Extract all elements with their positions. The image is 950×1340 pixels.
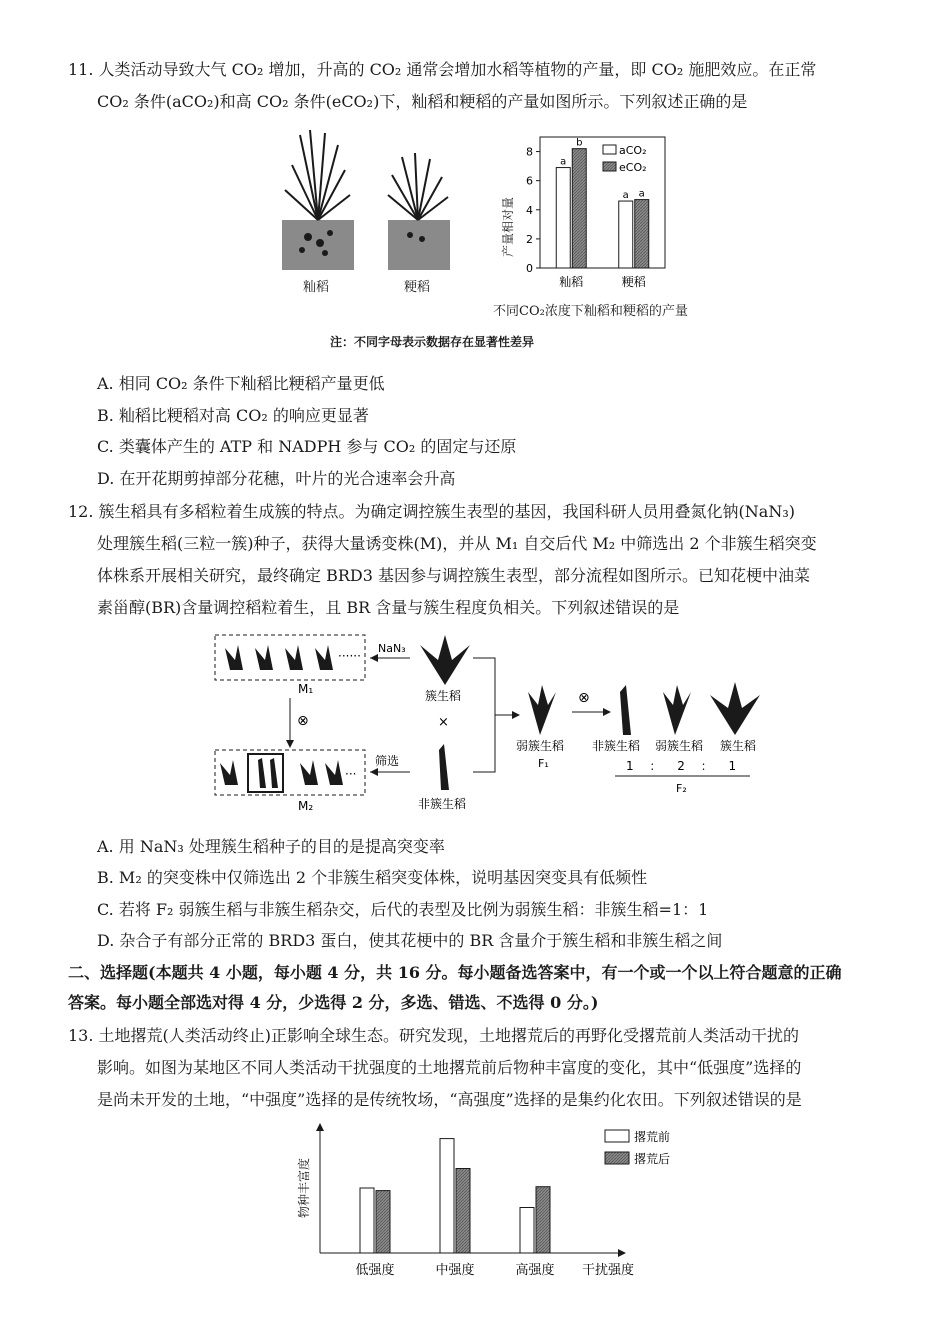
chart2-legend-swatch [605, 1152, 629, 1164]
q12-option-a: A. 用 NaN₃ 处理簇生稻种子的目的是提高突变率 [97, 837, 445, 856]
chart1-ytick-label: 6 [526, 174, 533, 188]
cross-symbol: × [438, 715, 449, 730]
chart1-bar [635, 200, 649, 268]
noncluster-rice-image [439, 744, 449, 790]
japonica-rice-plant-image [388, 153, 450, 270]
f2-label-weak: 弱簇生稻 [655, 739, 704, 753]
q12-stem-line3: 体株系开展相关研究，最终确定 BRD3 基因参与调控簇生表型，部分流程如图所示。已知花梗中油菜 [97, 566, 810, 585]
svg-text:···: ··· [345, 767, 357, 781]
q11-option-d: D. 在开花期剪掉部分花穗，叶片的光合速率会升高 [97, 469, 456, 488]
f1-rice-image [528, 685, 556, 735]
chart1-legend [603, 144, 647, 174]
chart2-category-label: 中强度 [435, 1263, 475, 1278]
q12-option-b: B. M₂ 的突变株中仅筛选出 2 个非簇生稻突变体株，说明基因突变具有低频性 [97, 868, 648, 887]
chart1-bar [556, 168, 570, 268]
japonica-label: 粳稻 [404, 280, 431, 295]
chart2-legend-label: 撂荒后 [634, 1152, 671, 1166]
noncluster-rice-label: 非簇生稻 [418, 797, 467, 811]
m1-plants [225, 645, 333, 670]
chart1-bar [619, 201, 633, 268]
chart1-ytick-label: 8 [526, 145, 533, 159]
q11-yield-bar-chart [490, 125, 670, 295]
q12-stem-line2: 处理簇生稻(三粒一簇)种子，获得大量诱变株(M)，并从 M₁ 自交后代 M₂ 中筛选出 2 个非簇生稻突变 [97, 534, 817, 553]
q11-option-c: C. 类囊体产生的 ATP 和 NADPH 参与 CO₂ 的固定与还原 [97, 437, 517, 456]
chart1-significance-label: a [638, 188, 645, 200]
chart2-ylabel: 物种丰富度 [297, 1157, 311, 1219]
chart1-ytick-label: 4 [526, 203, 533, 217]
chart1-legend-swatch [603, 145, 616, 154]
chart2-bars [360, 1139, 550, 1253]
f2-label: F₂ [676, 782, 687, 795]
chart2-y-arrow [316, 1123, 324, 1131]
q11-chart-caption: 不同CO₂浓度下籼稻和粳稻的产量 [493, 304, 688, 319]
q12-breeding-flow-diagram [210, 630, 770, 820]
chart2-xlabel: 干扰强度 [582, 1263, 635, 1278]
chart2-bar [520, 1208, 534, 1254]
m2-dashed-box [215, 750, 365, 795]
section2-heading-line2: 答案。每小题全部选对得 4 分，少选得 2 分，多选、错选、不选得 0 分。) [68, 993, 599, 1012]
q11-note: 注：不同字母表示数据存在显著性差异 [330, 335, 535, 349]
q12-stem-line4: 素甾醇(BR)含量调控稻粒着生，且 BR 含量与簇生程度负相关。下列叙述错误的是 [97, 598, 680, 617]
chart2-bar [440, 1139, 454, 1253]
f2-ratio: 1 ： 2 ： 1 [626, 759, 743, 773]
f2-label-cluster: 簇生稻 [720, 739, 757, 753]
chart2-bar [456, 1169, 470, 1254]
f1-label: F₁ [538, 757, 549, 770]
chart1-significance-label: a [560, 156, 567, 168]
chart1-significance-label: b [576, 137, 583, 149]
q12-stem-line1: 12. 簇生稻具有多稻粒着生成簇的特点。为确定调控簇生表型的基因，我国科研人员用叠氮化钠(NaN₃) [68, 502, 795, 521]
f2-label-noncluster: 非簇生稻 [592, 739, 641, 753]
q12-option-d: D. 杂合子有部分正常的 BRD3 蛋白，使其花梗中的 BR 含量介于簇生稻和非簇生稻之间 [97, 931, 723, 950]
chart1-bar [572, 149, 586, 268]
chart2-bar [376, 1191, 390, 1253]
m1-label: M₁ [298, 682, 314, 696]
chart2-legend-swatch [605, 1130, 629, 1142]
q13-stem-line3: 是尚未开发的土地，“中强度”选择的是传统牧场，“高强度”选择的是集约化农田。下列叙述错误的是 [97, 1090, 802, 1109]
q11-stem-line2: CO₂ 条件(aCO₂)和高 CO₂ 条件(eCO₂)下，籼稻和粳稻的产量如图所示。下列叙述正确的是 [97, 92, 748, 111]
q11-option-a: A. 相同 CO₂ 条件下籼稻比粳稻产量更低 [97, 374, 385, 393]
chart1-legend-swatch [603, 162, 616, 171]
weak-cluster-f1-label: 弱簇生稻 [516, 739, 565, 753]
chart1-bars [556, 138, 649, 268]
cluster-rice-label: 簇生稻 [425, 689, 462, 703]
q12-option-c: C. 若将 F₂ 弱簇生稻与非簇生稻杂交，后代的表型及比例为弱簇生稻：非簇生稻=1：1 [97, 900, 709, 919]
q13-stem-line1: 13. 土地撂荒(人类活动终止)正影响全球生态。研究发现，土地撂荒后的再野化受撂荒前人类活动干扰的 [68, 1026, 800, 1045]
q11-plant-illustrations [270, 125, 450, 300]
section2-heading-line1: 二、选择题(本题共 4 小题，每小题 4 分，共 16 分。每小题备选答案中，有一个或一个以上符合题意的正确 [68, 963, 842, 982]
self-symbol-1: ⊗ [297, 713, 309, 729]
q11-stem-line1: 11. 人类活动导致大气 CO₂ 增加，升高的 CO₂ 通常会增加水稻等植物的产量，即 CO₂ 施肥效应。在正常 [68, 60, 817, 79]
chart2-bar [536, 1187, 550, 1253]
m2-label: M₂ [298, 799, 314, 813]
chart1-legend-label: aCO₂ [619, 144, 647, 157]
nan3-label: NaN₃ [378, 642, 406, 655]
chart1-ylabel: 产量相对量 [501, 196, 515, 258]
chart2-legend-label: 撂荒前 [634, 1130, 671, 1144]
cluster-rice-image [420, 635, 470, 685]
chart1-ytick-label: 0 [526, 262, 533, 275]
screen-label: 筛选 [375, 754, 400, 768]
chart1-category-label: 粳稻 [621, 275, 646, 289]
chart2-category-label: 高强度 [515, 1263, 555, 1278]
chart1-significance-label: a [622, 190, 629, 202]
chart1-legend-label: eCO₂ [619, 161, 647, 174]
chart2-x-arrow [618, 1249, 626, 1257]
chart1-category-label: 籼稻 [559, 275, 584, 289]
q13-stem-line2: 影响。如图为某地区不同人类活动干扰强度的土地撂荒前后物种丰富度的变化，其中“低强度”选择的 [97, 1058, 802, 1077]
indica-label: 籼稻 [303, 280, 330, 295]
svg-text:······: ······ [338, 649, 361, 663]
q13-richness-bar-chart [290, 1118, 671, 1283]
chart2-bar [360, 1188, 374, 1253]
chart2-category-label: 低强度 [355, 1263, 395, 1278]
chart2-legend [605, 1129, 670, 1166]
self-symbol-2: ⊗ [578, 690, 590, 706]
indica-rice-plant-image [282, 130, 354, 270]
chart1-ytick-label: 2 [526, 232, 533, 246]
q11-option-b: B. 籼稻比粳稻对高 CO₂ 的响应更显著 [97, 406, 369, 425]
